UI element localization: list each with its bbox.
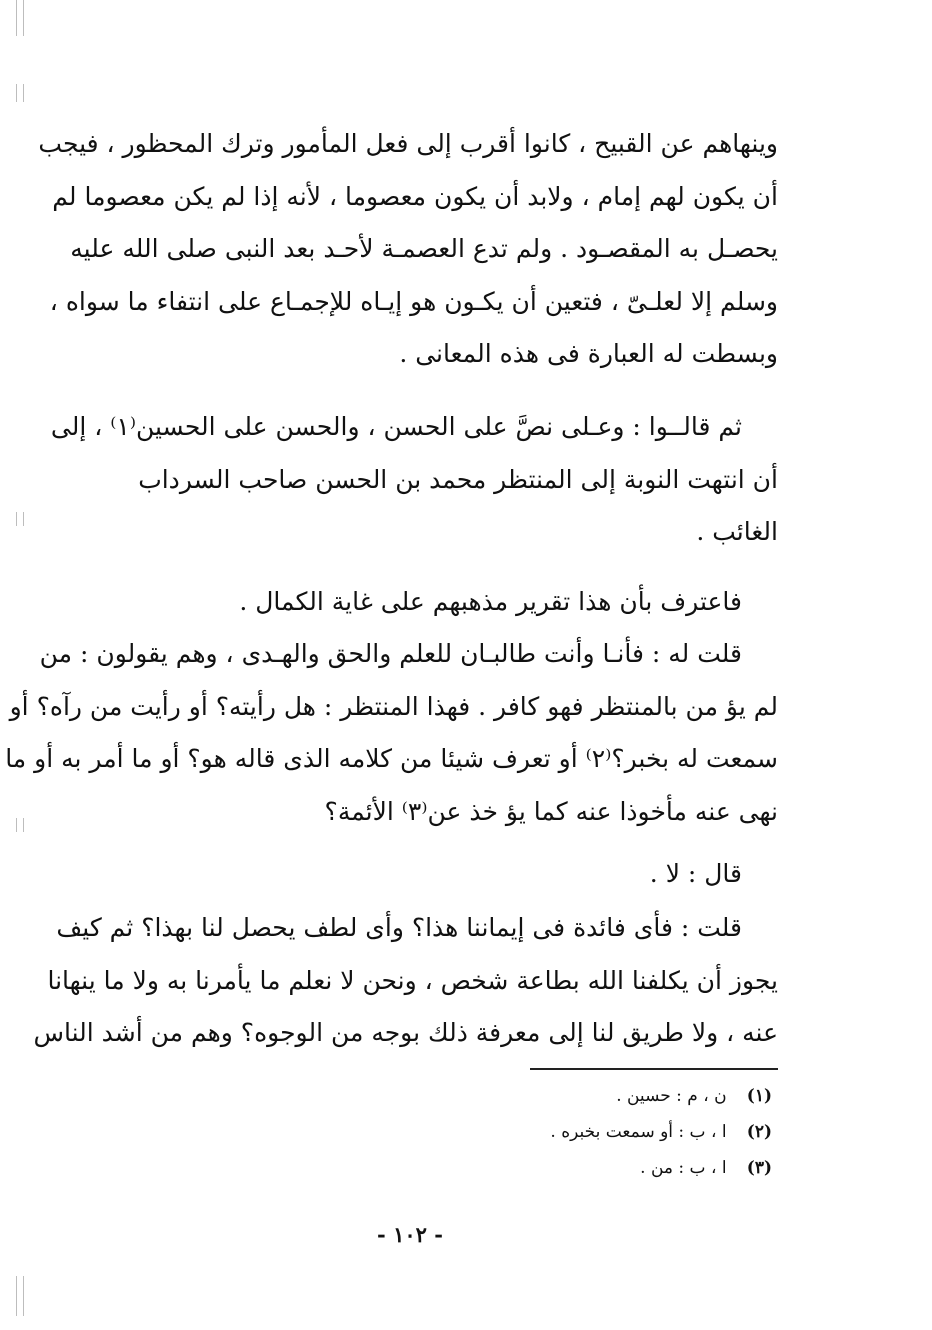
footnote-item bbox=[400, 1114, 772, 1150]
text-line: يحصـل به المقصـود . ولم تدع العصمـة لأحـد بعد النبى صلى الله عليه bbox=[70, 234, 778, 263]
text-line: سمعت له بخبر؟⁽٢⁾ أو تعرف شيئا من كلامه الذى قاله هو؟ أو ما أمر به أو ما bbox=[5, 744, 778, 773]
footnote-separator bbox=[530, 1068, 778, 1070]
footnote-item bbox=[400, 1150, 772, 1186]
text-line: يجوز أن يكلفنا الله بطاعة شخص ، ونحن لا نعلم ما يأمرنا به ولا ما ينهانا bbox=[47, 965, 778, 995]
scan-edge-mark bbox=[16, 512, 24, 526]
text-line: الغائب . bbox=[696, 517, 778, 546]
text-line: أن انتهت النوبة إلى المنتظر محمد بن الحسن صاحب السرداب bbox=[138, 464, 778, 494]
footnote-number: (٣) bbox=[746, 1158, 772, 1178]
paragraph-4 bbox=[5, 628, 778, 838]
footnote-number: (٢) bbox=[746, 1122, 772, 1142]
text-line: نهى عنه مأخوذا عنه كما يؤ خذ عن⁽٣⁾ الأئمة؟ bbox=[324, 796, 778, 826]
scan-edge-mark bbox=[16, 818, 24, 832]
text-line: وبسطت له العبارة فى هذه المعانى . bbox=[399, 339, 778, 368]
paragraph-5 bbox=[72, 848, 778, 901]
text-line: قلت : فأى فائدة فى إيماننا هذا؟ وأى لطف يحصل لنا بهذا؟ ثم كيف bbox=[56, 913, 742, 942]
text-line: قال : لا . bbox=[649, 859, 742, 888]
text-line: أن يكون لهم إمام ، ولابد أن يكون معصوما ، لأنه إذا لم يكن معصوما لم bbox=[52, 181, 778, 211]
scan-edge-mark bbox=[16, 1276, 24, 1316]
text-line: وينهاهم عن القبيح ، كانوا أقرب إلى فعل المأمور وترك المحظور ، فيجب bbox=[38, 129, 778, 158]
text-line: عنه ، ولا طريق لنا إلى معرفة ذلك بوجه من الوجوه؟ وهم من أشد الناس bbox=[33, 1018, 778, 1047]
text-line: قلت له : فأنـا وأنت طالبـان للعلم والحق والهـدى ، وهم يقولون : من bbox=[39, 639, 742, 668]
paragraph-6 bbox=[33, 902, 778, 1060]
scan-edge-marks bbox=[16, 0, 26, 1330]
text-line: لم يؤ من بالمنتظر فهو كافر . فهذا المنتظر : هل رأيته؟ أو رأيت من رآه؟ أو bbox=[9, 691, 778, 721]
scan-edge-mark bbox=[16, 84, 24, 102]
footnote-item bbox=[400, 1078, 772, 1114]
paragraph-1 bbox=[38, 118, 778, 381]
text-line: وسلم إلا لعلـىّ ، فتعين أن يكـون هو إيـاه للإجمـاع على انتفاء ما سواه ، bbox=[49, 286, 778, 316]
paragraph-3 bbox=[72, 576, 778, 629]
footnote-number: (١) bbox=[746, 1086, 772, 1106]
text-line: فاعترف بأن هذا تقرير مذهبهم على غاية الكمال . bbox=[239, 587, 742, 616]
scan-edge-mark bbox=[16, 0, 24, 36]
footnote-text: ا ، ب : من . bbox=[640, 1158, 727, 1178]
paragraph-2 bbox=[50, 401, 778, 559]
footnote-text: ن ، م : حسين . bbox=[616, 1086, 727, 1106]
footnotes bbox=[400, 1078, 772, 1186]
page-number: - ١٠٢ - bbox=[377, 1222, 443, 1247]
footnote-text: ا ، ب : أو سمعت بخبره . bbox=[550, 1122, 727, 1142]
text-line: ثم قالــوا : وعـلى نصَّ على الحسن ، والحسن على الحسين⁽١⁾ ، إلى bbox=[50, 412, 742, 441]
